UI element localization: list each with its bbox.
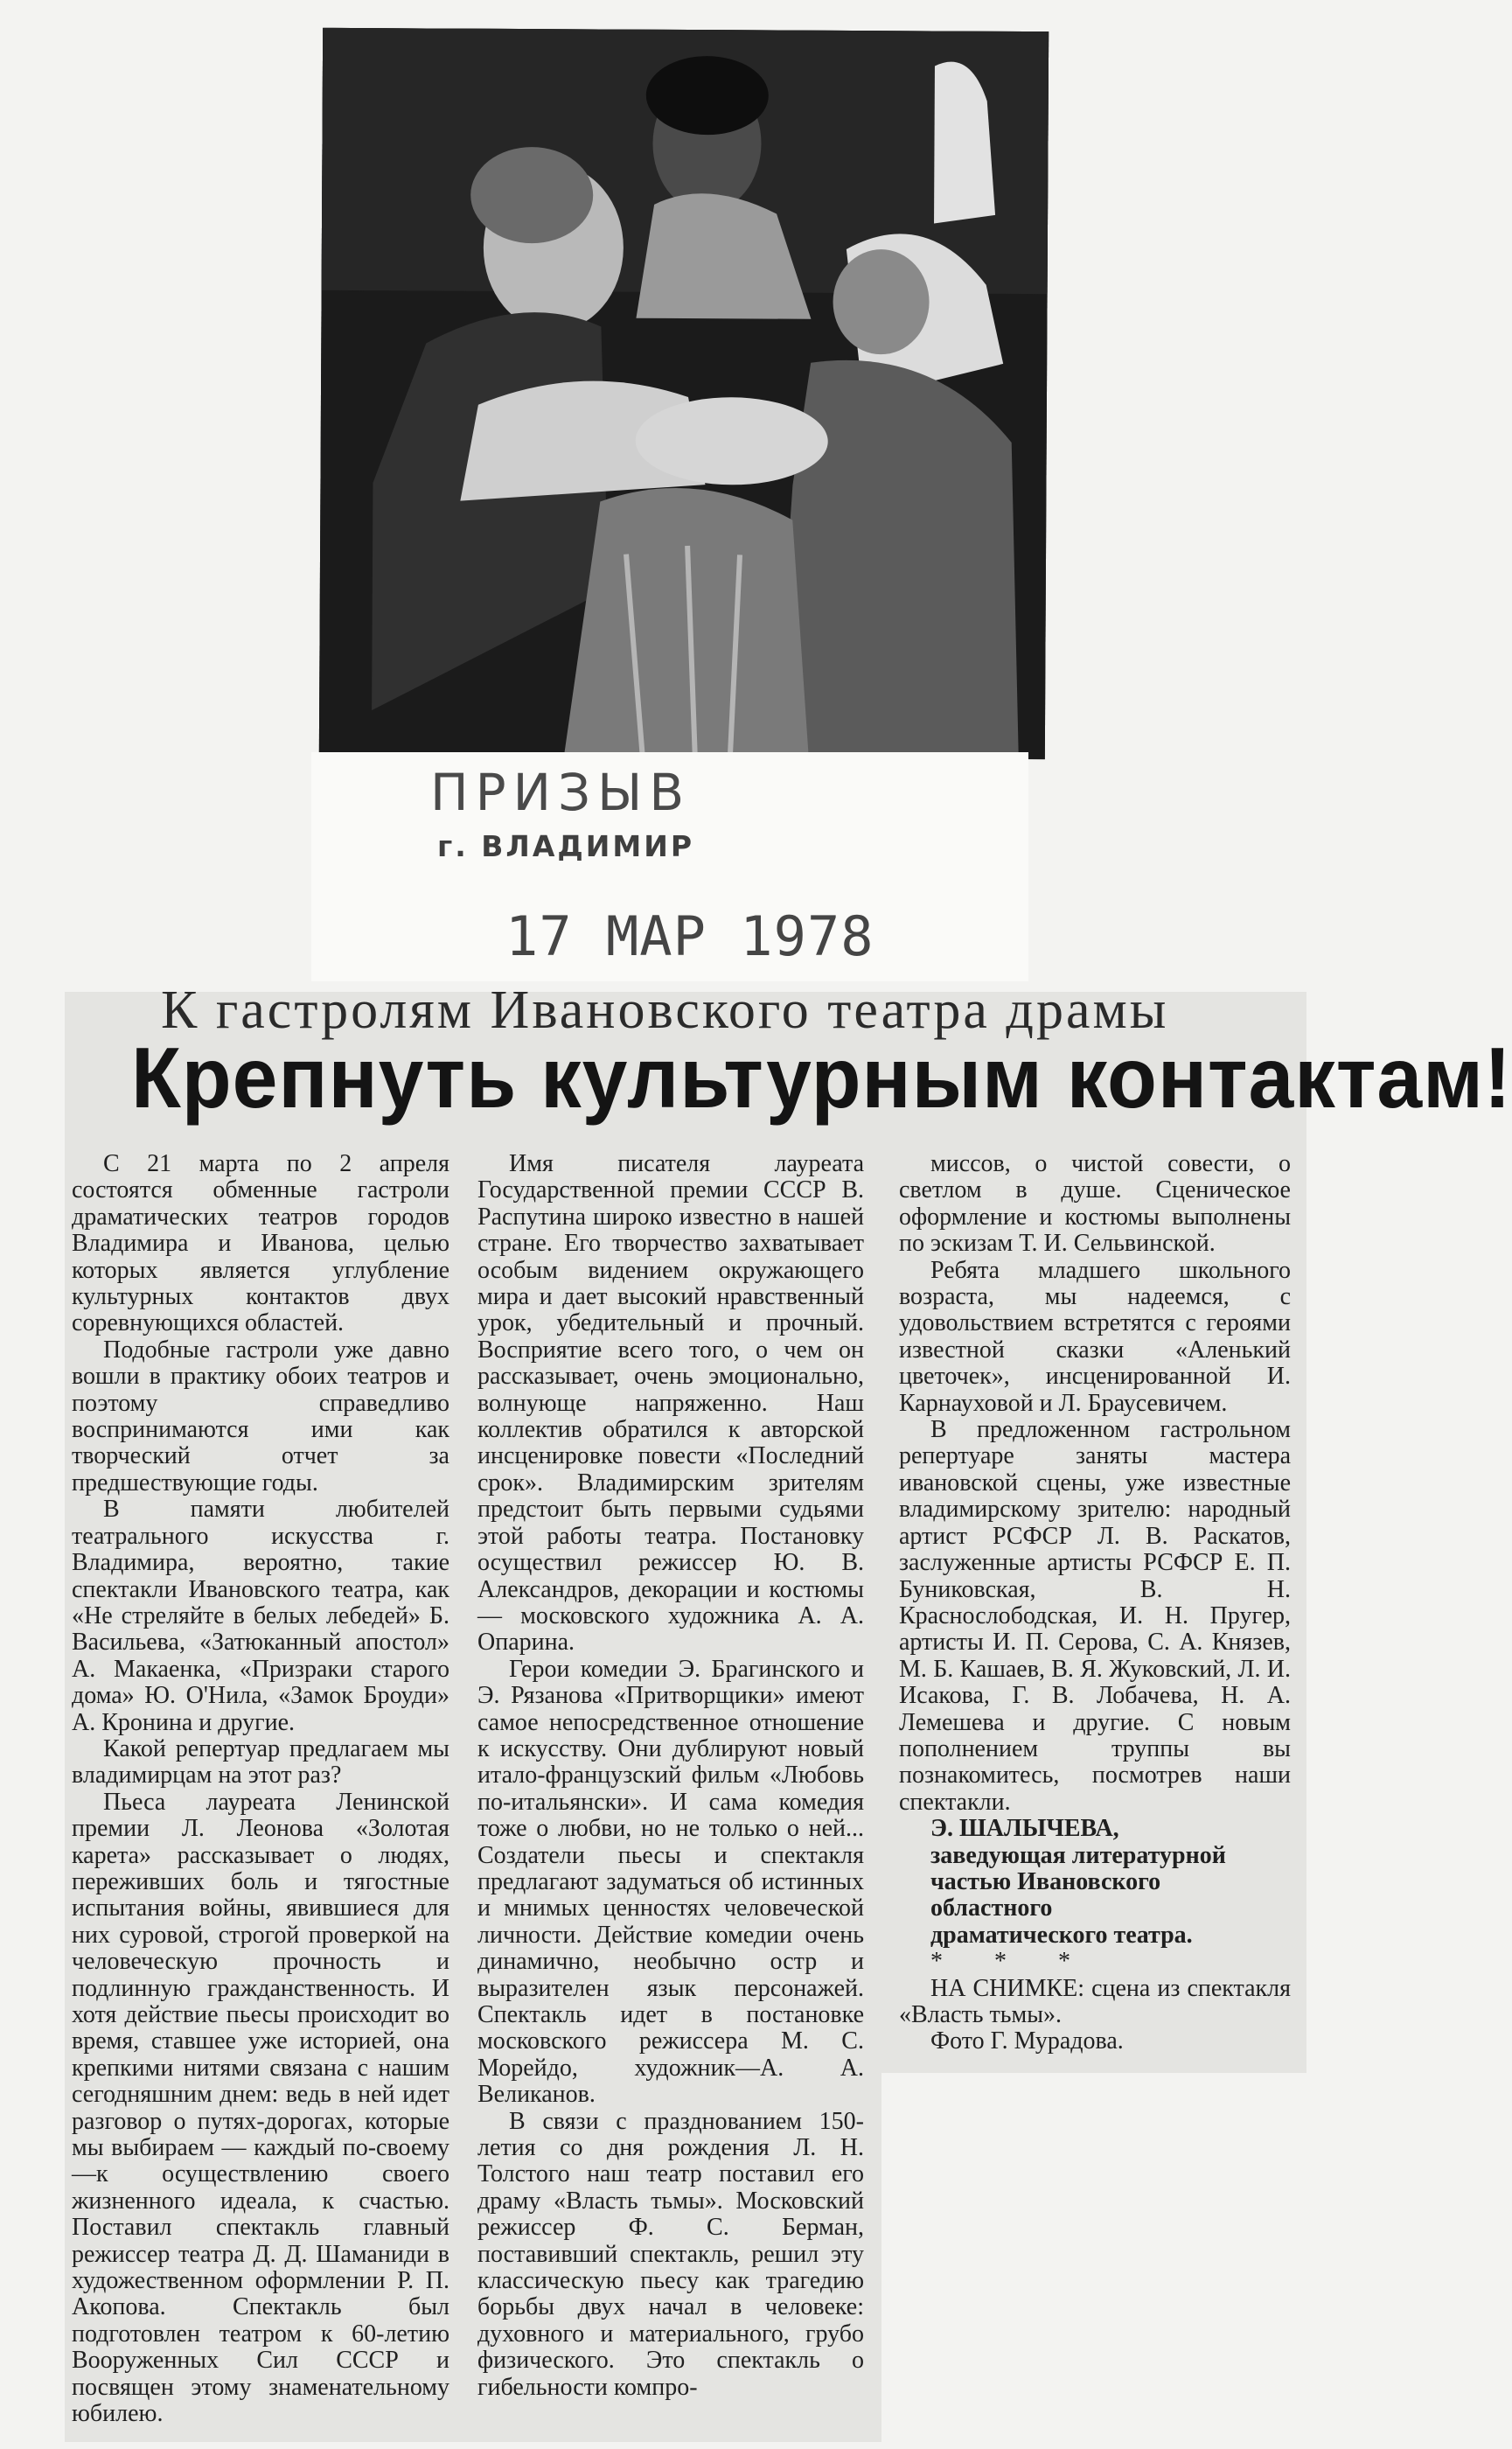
paragraph: Герои комедии Э. Брагинского и Э. Рязанова «Притворщики» имеют самое непосредственное отношение к искусству. Они дублируют новый итало-французский фильм «Любовь по-итальянски». И сама комедия тоже о любви, но не только о ней... Создатели пьесы и спектакля предлагают задуматься об истинных и мнимых ценностях человеческой личности. Действие комедии очень динамично, необычно остр и выразителен язык персонажей. Спектакль идет в постановке московского режиссера М. С. Морейдо, художник—А. А. Великанов. (477, 1655, 864, 2109)
paragraph: С 21 марта по 2 апреля состоятся обменные гастроли драматических театров городов Владимира и Иванова, целью которых является углубление культурных контактов двух соревнующихся областей. (72, 1150, 449, 1337)
paragraph: В памяти любителей театрального искусства г. Владимира, вероятно, такие спектакли Ивановского театра, как «Не стреляйте в белых лебедей» Б. Васильева, «Затюканный апостол» А. Макаенка, «Призраки старого дома» Ю. О'Нила, «Замок Броуди» А. Кронина и другие. (72, 1496, 449, 1736)
photo-credit: Фото Г. Мурадова. (930, 2027, 1124, 2055)
article-column-3 (899, 1151, 1291, 2055)
paragraph: В предложенном гастрольном репертуаре заняты мастера ивановской сцены, уже известные владимирскому зрителю: народный артист РСФСР Л. В. Раскатов, заслуженные артисты РСФСР Е. П. Буниковская, В. Н. Краснослободская, И. Н. Пругер, артисты И. П. Серова, С. А. Князев, М. Б. Кашаев, В. Я. Жуковский, Л. И. Исакова, Г. В. Лобачева, Н. А. Лемешева и другие. С новым пополнением труппы вы познакомитесь, посмотрев наши спектакли. (899, 1416, 1291, 1816)
paragraph: Пьеса лауреата Ленинской премии Л. Леонова «Золотая карета» рассказывает о людях, переживших боль и тягостные испытания войны, явившиеся для них суровой, строгой проверкой на человеческую прочность и подлинную гражданственность. И хотя действие пьесы происходит во время, ставшее уже историей, она крепкими нитями связана с нашим сегодняшним днем: ведь в ней идет разговор о путях-дорогах, которые мы выбираем — каждый по-своему—к осуществлению своего жизненного идеала, к счастью. Поставил спектакль главный режиссер театра Д. Д. Шаманиди в художественном оформлении Р. П. Акопова. Спектакль был подготовлен театром к 60-летию Вооруженных Сил СССР и посвящен этому знаменательному юбилею. (72, 1788, 449, 2428)
kicker-text: К гастролям Ивановского театра драмы (161, 980, 1169, 1040)
stage-photo (319, 28, 1049, 759)
author-title-line: драматического театра. (930, 1921, 1193, 1949)
author-signature (899, 1816, 1291, 1949)
paragraph: Какой репертуар предлагаем мы владимирцам на этот раз? (72, 1734, 449, 1790)
photo-caption: НА СНИМКЕ: сцена из спектакля «Власть тьмы». (899, 1974, 1291, 2028)
stage-photo-image (319, 28, 1049, 759)
paragraph: В связи с празднованием 150-летия со дня рождения Л. Н. Толстого наш театр поставил его драму «Власть тьмы». Московский режиссер Ф. С. Берман, поставивший спектакль, решил эту классическую пьесу как трагедию борьбы двух начал в человеке: духовного и материального, грубо физического. Это спектакль о гибельности компро- (477, 2107, 864, 2401)
paragraph: Подобные гастроли уже давно вошли в практику обоих театров и поэтому справедливо воспринимаются ими как творческий отчет за предшествующие годы. (72, 1336, 449, 1497)
paragraph: миссов, о чистой совести, о светлом в душе. Сценическое оформление и костюмы выполнены по эскизам Т. И. Сельвинской. (899, 1150, 1291, 1258)
article-headline: Крепнуть культурным контактам! (131, 1029, 1512, 1126)
article-column-1 (72, 1151, 449, 2428)
article-column-2 (477, 1151, 864, 2401)
stamp-date: 17 МАР 1978 (505, 904, 874, 968)
author-name: Э. ШАЛЫЧЕВА, (930, 1815, 1119, 1843)
newspaper-city: г. ВЛАДИМИР (437, 829, 695, 863)
separator-stars: * * * (930, 1948, 1093, 1976)
author-title-line: областного (930, 1894, 1053, 1922)
article-kicker (65, 973, 1306, 1040)
paragraph: Ребята младшего школьного возраста, мы надеемся, с удовольствием встретятся с героями известной сказки «Аленький цветочек», инсценированной И. Карнауховой и Л. Браусевичем. (899, 1256, 1291, 1417)
newspaper-name: ПРИЗЫВ (430, 763, 692, 822)
author-title-line: заведующая литературной (930, 1841, 1226, 1869)
author-title-line: частью Ивановского (930, 1867, 1161, 1895)
paragraph: Имя писателя лауреата Государственной премии СССР В. Распутина широко известно в нашей стране. Его творчество захватывает особым видением окружающего мира и дает высокий нравственный урок, убедительный и прочный. Восприятие всего того, о чем он рассказывает, очень эмоционально, волнующе напряженно. Наш коллектив обратился к авторской инсценировке повести «Последний срок». Владимирским зрителям предстоит быть первыми судьями этой работы театра. Постановку осуществил режиссер Ю. В. Александров, декорации и костюмы — московского художника А. А. Опарина. (477, 1150, 864, 1657)
